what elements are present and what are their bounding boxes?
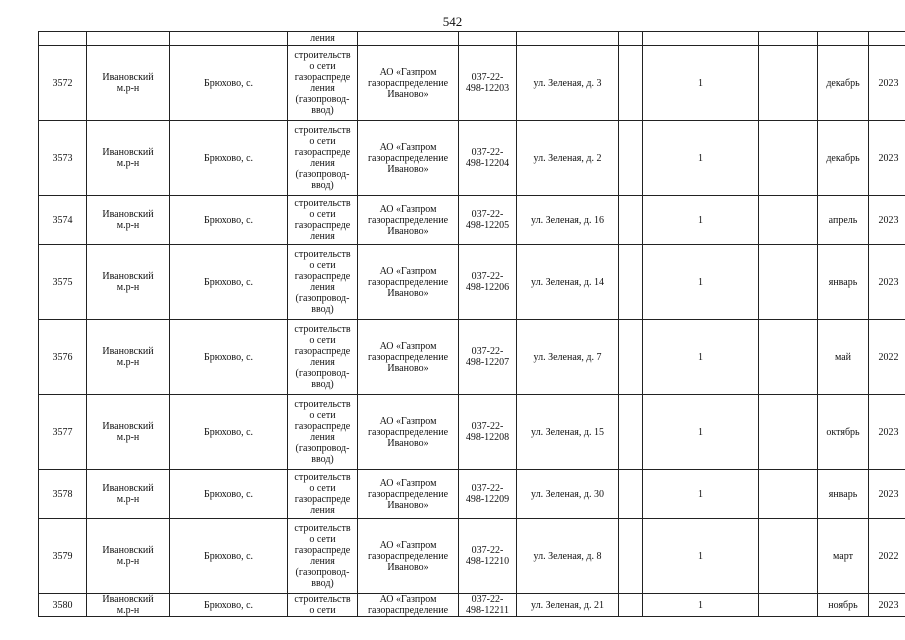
cell-code: 037-22- 498-12210 <box>459 519 517 594</box>
cell-empty <box>759 245 818 320</box>
cell-code: 037-22- 498-12203 <box>459 46 517 121</box>
cell-organization: АО «Газпром газораспределение Иваново» <box>358 46 459 121</box>
cell-empty <box>619 320 643 395</box>
cell-district: Ивановский м.р-н <box>87 594 170 617</box>
cell-locality: Брюхово, с. <box>170 196 288 245</box>
cell-organization: АО «Газпром газораспределение Иваново» <box>358 121 459 196</box>
cell-empty <box>759 32 818 46</box>
cell-quantity: 1 <box>643 46 759 121</box>
cell-district: Ивановский м.р-н <box>87 46 170 121</box>
cell-empty <box>759 121 818 196</box>
cell-year: 2023 <box>869 594 905 617</box>
cell-locality: Брюхово, с. <box>170 46 288 121</box>
cell-month: май <box>818 320 869 395</box>
cell-empty <box>818 32 869 46</box>
cell-month: январь <box>818 245 869 320</box>
cell-empty <box>643 32 759 46</box>
cell-locality: Брюхово, с. <box>170 594 288 617</box>
cell-address: ул. Зеленая, д. 3 <box>517 46 619 121</box>
cell-code: 037-22- 498-12204 <box>459 121 517 196</box>
cell-number: 3578 <box>39 470 87 519</box>
cell-organization: АО «Газпром газораспределение Иваново» <box>358 320 459 395</box>
cell-address: ул. Зеленая, д. 14 <box>517 245 619 320</box>
cell-month: апрель <box>818 196 869 245</box>
cell-organization: АО «Газпром газораспределение Иваново» <box>358 395 459 470</box>
table-row-continued <box>39 32 905 46</box>
cell-empty <box>619 470 643 519</box>
cell-number: 3575 <box>39 245 87 320</box>
cell-number: 3576 <box>39 320 87 395</box>
cell-year: 2023 <box>869 46 905 121</box>
cell-code: 037-22- 498-12211 <box>459 594 517 617</box>
cell-organization: АО «Газпром газораспределение Иваново» <box>358 470 459 519</box>
cell-address: ул. Зеленая, д. 21 <box>517 594 619 617</box>
cell-empty <box>759 320 818 395</box>
cell-district: Ивановский м.р-н <box>87 470 170 519</box>
cell-empty <box>517 32 619 46</box>
cell-quantity: 1 <box>643 245 759 320</box>
cell-district: Ивановский м.р-н <box>87 519 170 594</box>
cell-locality: Брюхово, с. <box>170 519 288 594</box>
table-row <box>39 594 905 617</box>
cell-organization: АО «Газпром газораспределение <box>358 594 459 617</box>
cell-month: ноябрь <box>818 594 869 617</box>
cell-empty <box>759 395 818 470</box>
cell-organization: АО «Газпром газораспределение Иваново» <box>358 245 459 320</box>
cell-empty <box>87 32 170 46</box>
cell-district: Ивановский м.р-н <box>87 196 170 245</box>
cell-empty <box>619 46 643 121</box>
cell-year: 2023 <box>869 121 905 196</box>
cell-year: 2022 <box>869 320 905 395</box>
cell-code: 037-22- 498-12205 <box>459 196 517 245</box>
cell-work-type: строительств о сети газораспреде ления (газопровод- ввод) <box>288 395 358 470</box>
cell-locality: Брюхово, с. <box>170 245 288 320</box>
cell-district: Ивановский м.р-н <box>87 245 170 320</box>
cell-year: 2023 <box>869 196 905 245</box>
cell-quantity: 1 <box>643 519 759 594</box>
cell-number: 3573 <box>39 121 87 196</box>
cell-empty <box>459 32 517 46</box>
cell-code: 037-22- 498-12208 <box>459 395 517 470</box>
cell-work-type: строительств о сети газораспреде ления <box>288 196 358 245</box>
cell-year: 2023 <box>869 470 905 519</box>
cell-number: 3579 <box>39 519 87 594</box>
table-row <box>39 395 905 470</box>
cell-month: октябрь <box>818 395 869 470</box>
cell-empty <box>619 395 643 470</box>
registry-table <box>38 31 905 617</box>
cell-address: ул. Зеленая, д. 8 <box>517 519 619 594</box>
cell-district: Ивановский м.р-н <box>87 121 170 196</box>
cell-locality: Брюхово, с. <box>170 395 288 470</box>
cell-code: 037-22- 498-12206 <box>459 245 517 320</box>
cell-year: 2023 <box>869 395 905 470</box>
table-row <box>39 196 905 245</box>
cell-empty <box>759 519 818 594</box>
cell-code: 037-22- 498-12207 <box>459 320 517 395</box>
cell-month: декабрь <box>818 46 869 121</box>
cell-month: март <box>818 519 869 594</box>
cell-quantity: 1 <box>643 594 759 617</box>
cell-empty <box>39 32 87 46</box>
table-row <box>39 519 905 594</box>
cell-organization: АО «Газпром газораспределение Иваново» <box>358 196 459 245</box>
cell-address: ул. Зеленая, д. 16 <box>517 196 619 245</box>
cell-quantity: 1 <box>643 320 759 395</box>
table-row <box>39 470 905 519</box>
cell-work-type: строительств о сети газораспреде ления (газопровод- ввод) <box>288 46 358 121</box>
cell-empty <box>358 32 459 46</box>
cell-work-type: строительств о сети газораспреде ления (газопровод- ввод) <box>288 519 358 594</box>
table-row <box>39 245 905 320</box>
cell-empty <box>759 470 818 519</box>
cell-quantity: 1 <box>643 121 759 196</box>
cell-address: ул. Зеленая, д. 30 <box>517 470 619 519</box>
cell-locality: Брюхово, с. <box>170 470 288 519</box>
cell-district: Ивановский м.р-н <box>87 320 170 395</box>
cell-month: декабрь <box>818 121 869 196</box>
cell-year: 2022 <box>869 519 905 594</box>
cell-month: январь <box>818 470 869 519</box>
cell-empty <box>619 519 643 594</box>
cell-empty <box>759 46 818 121</box>
cell-empty <box>619 121 643 196</box>
cell-empty <box>619 32 643 46</box>
cell-empty <box>759 196 818 245</box>
cell-empty <box>170 32 288 46</box>
cell-work-type: строительств о сети газораспреде ления <box>288 470 358 519</box>
cell-locality: Брюхово, с. <box>170 121 288 196</box>
cell-district: Ивановский м.р-н <box>87 395 170 470</box>
cell-number: 3574 <box>39 196 87 245</box>
registry-body <box>39 32 905 617</box>
cell-address: ул. Зеленая, д. 2 <box>517 121 619 196</box>
cell-work-type: строительств о сети газораспреде ления (газопровод- ввод) <box>288 245 358 320</box>
cell-empty <box>619 196 643 245</box>
cell-quantity: 1 <box>643 470 759 519</box>
cell-address: ул. Зеленая, д. 15 <box>517 395 619 470</box>
cell-work-type: строительств о сети <box>288 594 358 617</box>
cell-empty <box>869 32 905 46</box>
cell-quantity: 1 <box>643 196 759 245</box>
cell-work-fragment: ления <box>288 32 358 46</box>
cell-quantity: 1 <box>643 395 759 470</box>
cell-code: 037-22- 498-12209 <box>459 470 517 519</box>
cell-number: 3580 <box>39 594 87 617</box>
cell-empty <box>619 594 643 617</box>
cell-address: ул. Зеленая, д. 7 <box>517 320 619 395</box>
table-row <box>39 121 905 196</box>
table-row <box>39 46 905 121</box>
cell-empty <box>619 245 643 320</box>
cell-number: 3577 <box>39 395 87 470</box>
page-number: 542 <box>442 14 463 29</box>
cell-work-type: строительств о сети газораспреде ления (газопровод- ввод) <box>288 121 358 196</box>
table-row <box>39 320 905 395</box>
cell-empty <box>759 594 818 617</box>
cell-work-type: строительств о сети газораспреде ления (газопровод- ввод) <box>288 320 358 395</box>
cell-locality: Брюхово, с. <box>170 320 288 395</box>
cell-number: 3572 <box>39 46 87 121</box>
cell-organization: АО «Газпром газораспределение Иваново» <box>358 519 459 594</box>
cell-year: 2023 <box>869 245 905 320</box>
